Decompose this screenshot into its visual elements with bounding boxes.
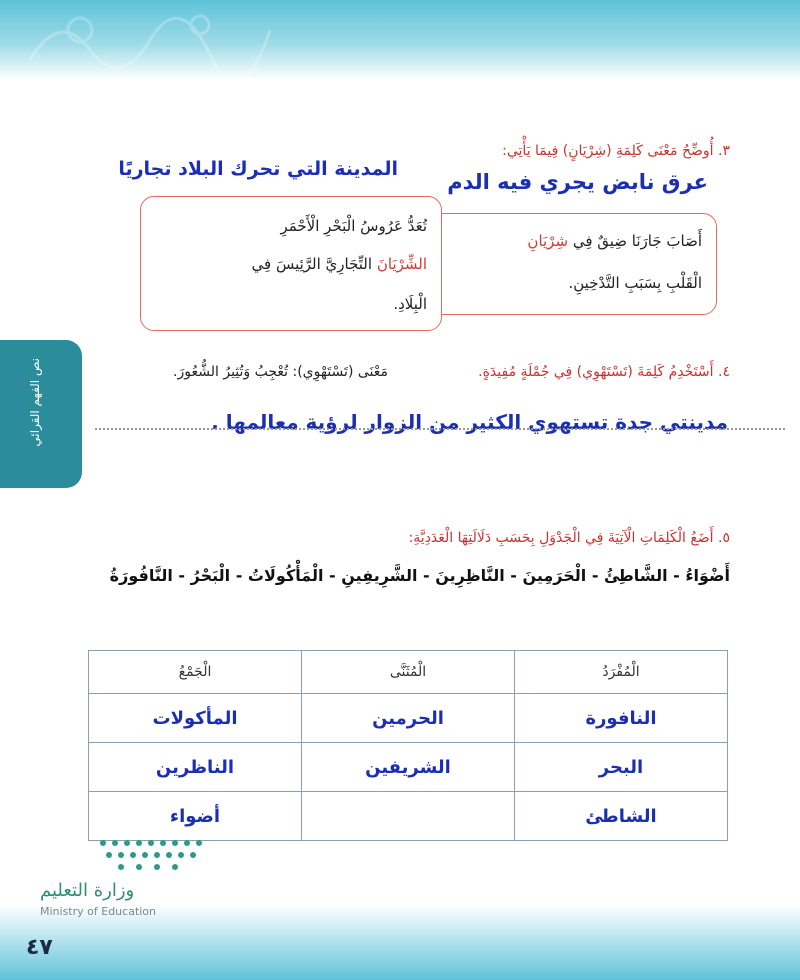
q3-sentence-box-left — [140, 196, 442, 331]
header-dual: الْمُثَنَّى — [302, 651, 515, 694]
classification-table — [88, 650, 728, 841]
answer-dotted-line — [95, 428, 785, 430]
table-cell: الناظرين — [89, 743, 302, 792]
table-cell: الشريفين — [302, 743, 515, 792]
section-side-tab — [0, 340, 82, 488]
table-cell: النافورة — [515, 694, 728, 743]
table-cell: الحرمين — [302, 694, 515, 743]
table-row — [89, 694, 728, 743]
table-row — [89, 743, 728, 792]
q3-sentence-box-right — [425, 213, 717, 315]
calligraphy-pattern-icon — [20, 0, 280, 80]
page-number: ٤٧ — [26, 935, 53, 960]
q3-answer-left: المدينة التي تحرك البلاد تجاريًا — [118, 158, 398, 180]
q5-title: ٥. أَضَعُ الْكَلِمَاتِ الْآتِيَةَ فِي الْجَدْوَلِ بِحَسَبِ دَلَالَتِهَا الْعَدَدِيَّةِ: — [408, 530, 730, 546]
box-left-keyword: الشِّرْيَانَ — [376, 255, 427, 273]
box-left-line-3: الْبِلَادِ. — [393, 295, 427, 313]
q4-meaning: مَعْنَى (تَسْتَهْوِي): تُعْجِبُ وَتُثِيرُ الشُّعُورَ. — [173, 364, 388, 380]
table-cell: البحر — [515, 743, 728, 792]
top-decorative-band — [0, 0, 800, 80]
table-cell — [302, 792, 515, 841]
table-cell: الشاطئ — [515, 792, 728, 841]
table-header-row — [89, 651, 728, 694]
box-right-line-2: الْقَلْبِ بِسَبَبِ التَّدْخِينِ. — [568, 274, 702, 292]
ministry-name-arabic: وزارة التعليم — [40, 880, 135, 901]
ministry-logo-icon — [95, 835, 215, 875]
header-singular: الْمُفْرَدُ — [515, 651, 728, 694]
q4-title: ٤. أَسْتَخْدِمُ كَلِمَةَ (تَسْتَهْوِي) فِي جُمْلَةٍ مُفِيدَةٍ. — [478, 364, 730, 380]
box-right-keyword: شِرْيَانِ — [527, 232, 569, 250]
table-cell: المأكولات — [89, 694, 302, 743]
header-plural: الْجَمْعُ — [89, 651, 302, 694]
table-row — [89, 792, 728, 841]
q4-answer: مدينتي جدة تستهوي الكثير من الزوار لرؤية معالمها . — [211, 410, 728, 434]
side-tab-label: نص الفهم القرائي — [28, 358, 42, 447]
q5-word-list: أَضْوَاءُ - الشَّاطِئُ - الْحَرَمِينَ - النَّاظِرِينَ - الشَّرِيفِينِ - الْمَأْكُولَاتُ - الْبَحْرُ - النَّافُورَةُ — [109, 566, 730, 585]
box-left-line-1: تُعَدُّ عَرُوسُ الْبَحْرِ الْأَحْمَرِ — [280, 217, 427, 235]
box-left-line-2: التِّجَارِيَّ الرَّئِيسَ فِي — [251, 255, 373, 273]
table-cell: أضواء — [89, 792, 302, 841]
box-right-line-1: أَصَابَ جَارَنَا ضِيقٌ فِي — [572, 232, 702, 250]
ministry-name-english: Ministry of Education — [40, 905, 157, 918]
q3-answer-right: عرق نابض يجري فيه الدم — [447, 170, 708, 194]
q3-title: ٣. أُوضِّحُ مَعْنَى كَلِمَةِ (شِرْيَانٍ) فِيمَا يَأْتِي: — [502, 143, 730, 159]
